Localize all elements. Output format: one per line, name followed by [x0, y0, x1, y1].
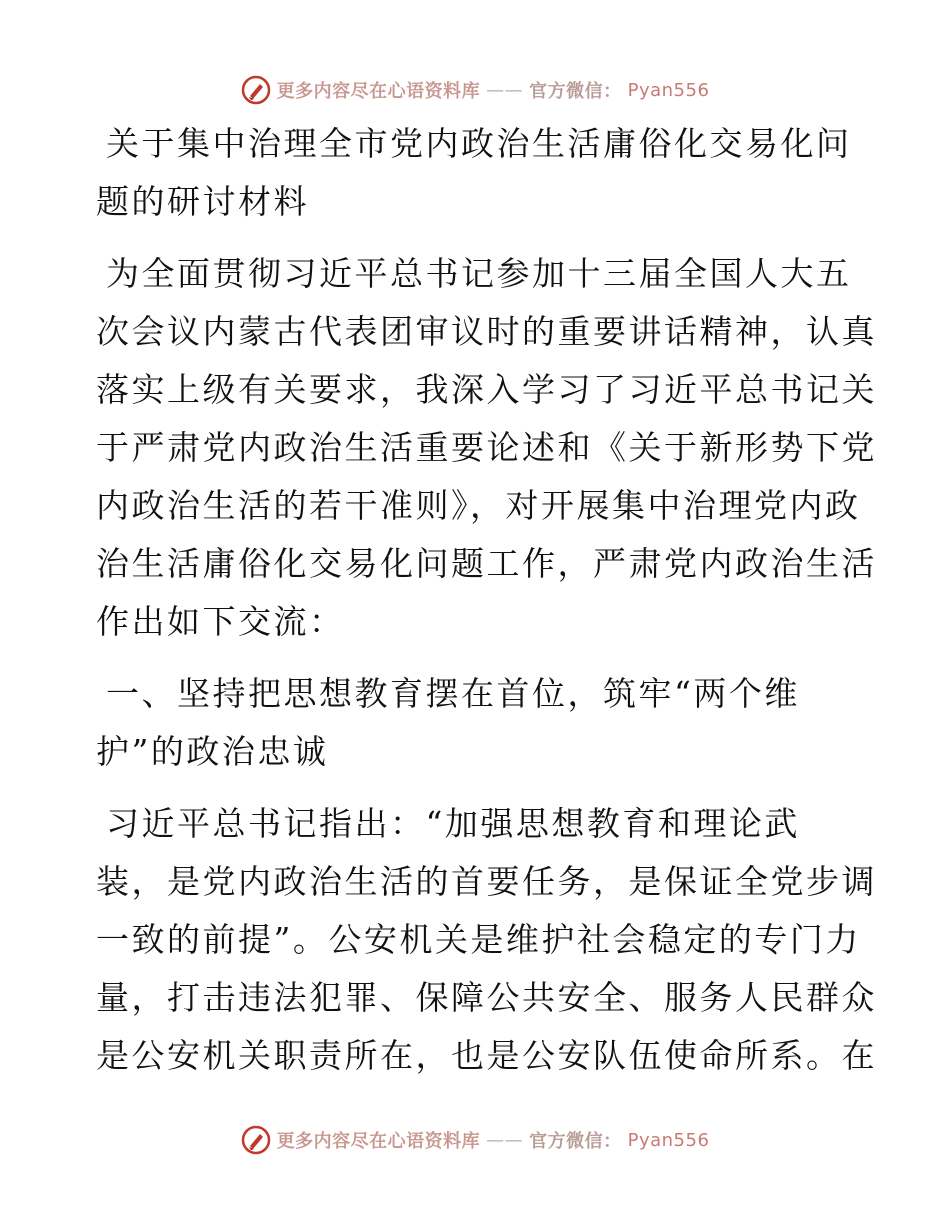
section-heading-1 [96, 665, 850, 781]
document-body [96, 115, 877, 1085]
paragraph-intro [96, 245, 877, 651]
paragraph-line: 习近平总书记指出：“加强思想教育和理论武 [106, 804, 800, 843]
watermark-wechat-id: Pyan556 [627, 79, 710, 101]
watermark-separator: —— [486, 1129, 524, 1151]
paragraph-line: 量，打击违法犯罪、保障公共安全、服务人民群众 [96, 978, 877, 1017]
heading-line: 一、坚持把思想教育摆在首位，筑牢“两个维 [106, 674, 800, 713]
watermark-footer [0, 1120, 950, 1160]
paragraph-section-1 [96, 795, 877, 1085]
heading-line: 护”的政治忠诚 [96, 732, 329, 771]
pen-circle-logo-icon [241, 75, 271, 105]
paragraph-line: 作出如下交流： [96, 602, 345, 641]
watermark-main-text: 更多内容尽在心语资料库 [276, 81, 481, 102]
paragraph-line: 一致的前提”。公安机关是维护社会稳定的专门力 [96, 920, 861, 959]
title-line: 关于集中治理全市党内政治生活庸俗化交易化问 [106, 124, 852, 163]
watermark-header [0, 70, 950, 110]
paragraph-line: 内政治生活的若干准则》，对开展集中治理党内政 [96, 486, 861, 525]
paragraph-line: 装，是党内政治生活的首要任务，是保证全党步调 [96, 862, 877, 901]
watermark-wechat-label: 官方微信： [529, 1131, 622, 1152]
pen-circle-logo-icon [241, 1125, 271, 1155]
watermark-wechat-id: Pyan556 [627, 1129, 710, 1151]
watermark-main-text: 更多内容尽在心语资料库 [276, 1131, 481, 1152]
paragraph-line: 次会议内蒙古代表团审议时的重要讲话精神，认真 [96, 312, 877, 351]
paragraph-line: 为全面贯彻习近平总书记参加十三届全国人大五 [106, 254, 852, 293]
title-line: 题的研讨材料 [96, 182, 309, 221]
paragraph-line: 治生活庸俗化交易化问题工作，严肃党内政治生活 [96, 544, 877, 583]
paragraph-line: 于严肃党内政治生活重要论述和《关于新形势下党 [96, 428, 877, 467]
watermark-wechat-label: 官方微信： [529, 81, 622, 102]
paragraph-line: 落实上级有关要求，我深入学习了习近平总书记关 [96, 370, 877, 409]
watermark-separator: —— [486, 79, 524, 101]
document-title [96, 115, 850, 231]
paragraph-line: 是公安机关职责所在，也是公安队伍使命所系。在 [96, 1036, 877, 1075]
